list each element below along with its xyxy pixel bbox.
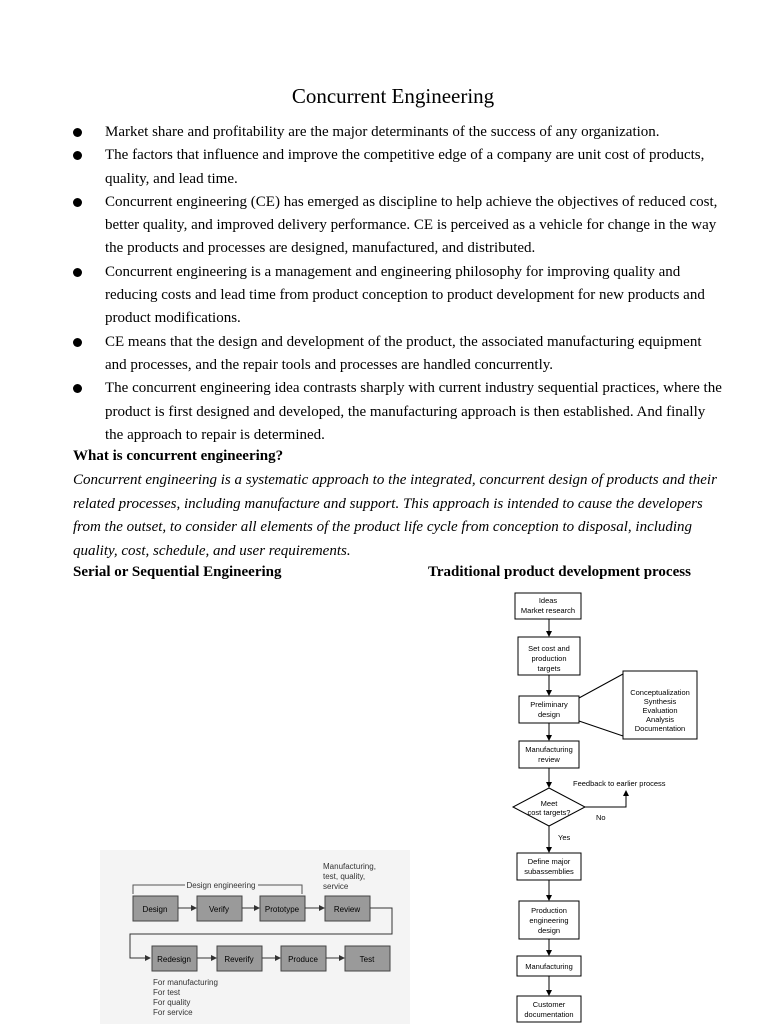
customer-documentation-label: documentation: [524, 1010, 574, 1019]
traditional-process-flowchart: [478, 585, 718, 1024]
bullet-dot: [73, 268, 82, 277]
review-box-label: Review: [333, 905, 361, 914]
subassemblies-label: subassemblies: [524, 867, 574, 876]
production-engineering-label: design: [537, 926, 561, 935]
produce-box-label: Produce: [288, 955, 318, 964]
decision-label: cost targets?: [527, 808, 571, 817]
bullet-item: [0, 377, 768, 447]
side-list-item: Synthesis: [643, 697, 677, 706]
set-cost-label: targets: [537, 664, 561, 673]
manufacturing-review-label: review: [538, 755, 560, 764]
ideas-label: Ideas: [538, 596, 558, 605]
question-heading: What is concurrent engineering?: [73, 448, 284, 464]
prototype-box-label: Prototype: [264, 905, 300, 914]
bullet-dot: [73, 128, 82, 137]
set-cost-label: Set cost and: [528, 644, 570, 653]
bullet-text: Concurrent engineering is a management and engineering philosophy for improving quality and reducing costs and lead time from product conception to product development for new products and product modifications.: [105, 263, 705, 327]
bullet-dot: [73, 198, 82, 207]
bottom-note-line: For service: [153, 1008, 193, 1017]
bullet-text: CE means that the design and development of the product, the associated manufacturing equipment and processes, and the repair tools and processes are handled concurrently.: [105, 333, 702, 373]
serial-engineering-diagram: [100, 850, 410, 1024]
bullet-item: [0, 261, 768, 331]
set-cost-label: production: [531, 654, 567, 663]
subassemblies-label: Define major: [527, 857, 571, 866]
bottom-note-line: For quality: [153, 998, 191, 1007]
bullet-item: [0, 331, 768, 378]
definition-paragraph: Concurrent engineering is a systematic approach to the integrated, concurrent design of products and their related processes, including manufacture and support. This approach is intended to cause the developers from the outset, to consider all elements of the product life cycle from conception to disposal, including quality, cost, schedule, and user requirements.: [73, 472, 717, 559]
production-engineering-label: engineering: [529, 916, 569, 925]
side-list-item: Conceptualization: [630, 688, 690, 697]
side-list-item: Analysis: [646, 715, 674, 724]
serial-engineering-heading: Serial or Sequential Engineering: [73, 564, 282, 580]
bullet-text: The factors that influence and improve the competitive edge of a company are unit cost of products, quality, and lead time.: [105, 147, 705, 187]
preliminary-design-label: Preliminary: [530, 700, 568, 709]
bullet-item: [0, 121, 768, 144]
test-box-label: Test: [359, 955, 375, 964]
traditional-process-heading: Traditional product development process: [428, 564, 691, 580]
bullet-item: [0, 144, 768, 191]
top-note-line: Manufacturing,: [323, 862, 376, 871]
customer-documentation-label: Customer: [532, 1000, 566, 1009]
bottom-note-line: For test: [153, 988, 181, 997]
bullet-dot: [73, 151, 82, 160]
side-list-item: Evaluation: [642, 706, 678, 715]
side-list-item: Documentation: [634, 724, 686, 733]
preliminary-design-label: design: [537, 710, 561, 719]
bullet-text: Market share and profitability are the major determinants of the success of any organization.: [105, 124, 660, 140]
page-title: Concurrent Engineering: [291, 84, 495, 108]
redesign-box-label: Redesign: [157, 955, 191, 964]
bottom-note-line: For manufacturing: [153, 978, 218, 987]
yes-label: Yes: [558, 833, 571, 842]
bullet-dot: [73, 384, 82, 393]
bullet-list: [0, 121, 768, 447]
design-engineering-label: Design engineering: [186, 881, 256, 890]
bullet-item: [0, 191, 768, 261]
verify-box-label: Verify: [208, 905, 230, 914]
manufacturing-review-label: Manufacturing: [525, 745, 573, 754]
top-note-line: service: [323, 882, 349, 891]
decision-label: Meet: [540, 799, 558, 808]
side-connector: [579, 674, 623, 698]
no-label: No: [596, 813, 606, 822]
bullet-dot: [73, 338, 82, 347]
feedback-label: Feedback to earlier process: [573, 779, 666, 788]
ideas-label: Market research: [520, 606, 576, 615]
reverify-box-label: Reverify: [224, 955, 254, 964]
top-note-line: test, quality,: [323, 872, 366, 881]
side-connector: [579, 721, 623, 736]
bullet-text: Concurrent engineering (CE) has emerged as discipline to help achieve the objectives of reduced cost, better quality, and improved delivery performance. CE is perceived as a vehicle for change in the way the products and processes are designed, manufactured, and distributed.: [105, 193, 718, 257]
manufacturing-label: Manufacturing: [525, 962, 573, 971]
design-box-label: Design: [142, 905, 168, 914]
bullet-text: The concurrent engineering idea contrasts sharply with current industry sequential practices, where the product is first designed and developed, the manufacturing approach is then established. And finally the approach to repair is determined.: [105, 380, 722, 443]
feedback-arrow: [585, 791, 626, 807]
production-engineering-label: Production: [531, 906, 567, 915]
